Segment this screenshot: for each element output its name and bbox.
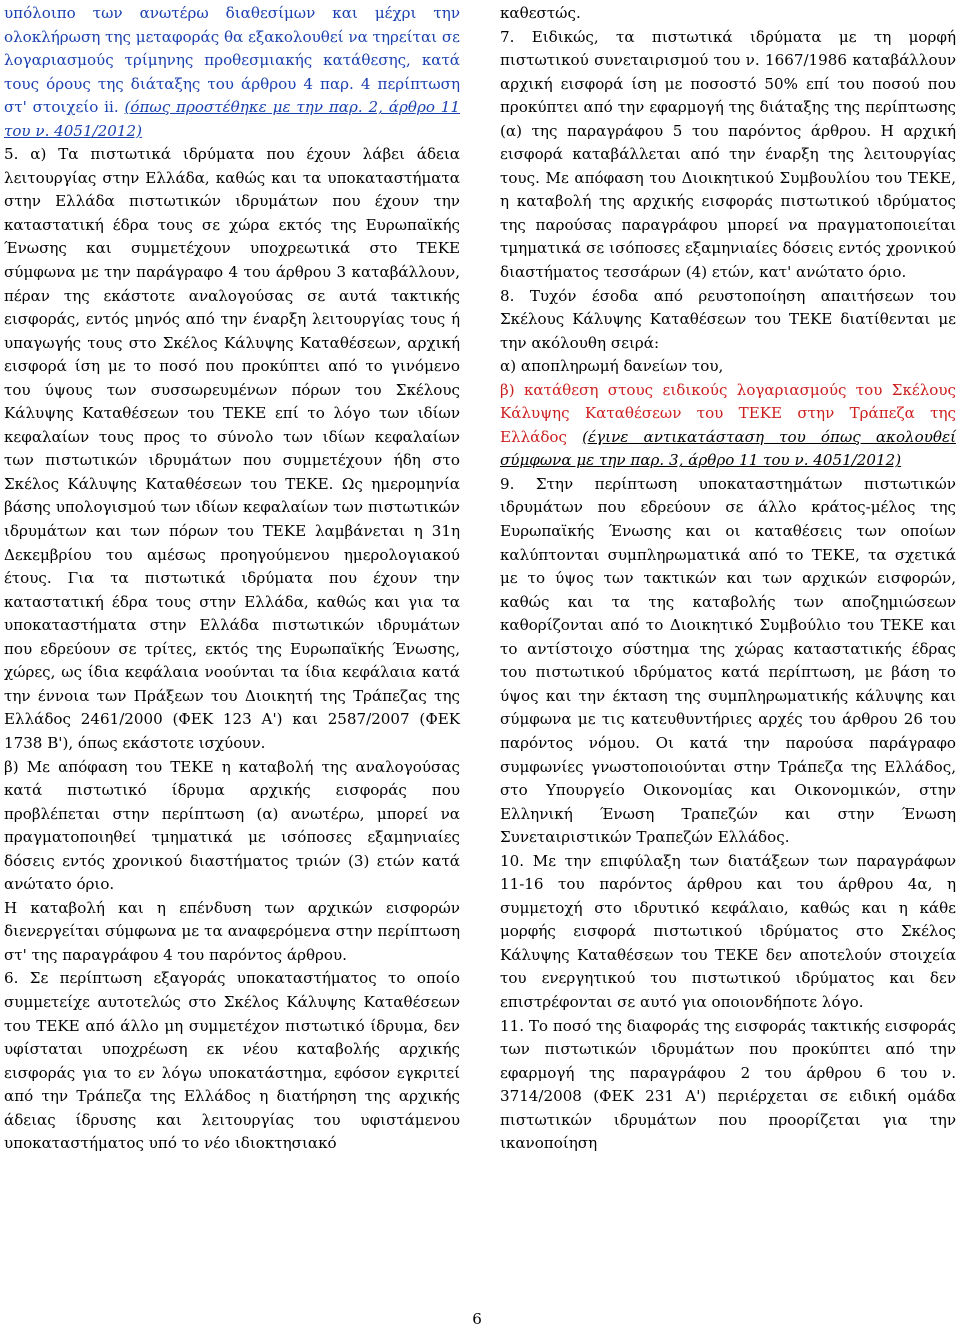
amendment-note: (έγινε αντικατάσταση του όπως ακολουθεί σύμφωνα με την παρ. 3, άρθρο 11 του ν. 4051/2012)	[500, 427, 956, 470]
paragraph-6: 6. Σε περίπτωση εξαγοράς υποκαταστήματος το οποίο συμμετείχε αυτοτελώς στο Σκέλος Κάλυψης Καταθέσεων του ΤΕΚΕ από άλλο μη συμμετέχον πιστωτικό ίδρυμα, δεν υφίσταται υποχρέωση εκ νέου καταβολής αρχικής εισφοράς για το εν λόγω υποκατάστημα, εφόσον εγκριτεί από την Τράπεζα της Ελλάδος η διατήρηση της αρχικής άδειας ίδρυσης και λειτουργίας του υφιστάμενου υποκαταστήματος υπό το νέο ιδιοκτησιακό	[4, 969, 460, 1153]
right-column	[500, 2, 956, 1156]
paragraph-8b	[500, 379, 956, 473]
amended-text: υπόλοιπο των ανωτέρω διαθεσίμων και μέχρι την ολοκλήρωση της μεταφοράς θα εξακολουθεί να τηρείται σε λογαριασμούς τρίμηνης προθεσμιακής κατάθεσης, κατά τους όρους της διάταξης του άρθρου 4 παρ. 4 περίπτωση στ' στοιχείο ii.	[4, 4, 460, 117]
paragraph-5a: 5. α) Τα πιστωτικά ιδρύματα που έχουν λάβει άδεια λειτουργίας στην Ελλάδα, καθώς και τα υποκαταστήματα στην Ελλάδα πιστωτικών ιδρυμάτων που έχουν την καταστατική έδρα τους σε χώρα εκτός της Ευρωπαϊκής Ένωσης και συμμετέχουν υποχρεωτικά στο ΤΕΚΕ σύμφωνα με την παράγραφο 4 του άρθρου 3 καταβάλλουν, πέραν της εκάστοτε αναλογούσας σε αυτά τακτικής εισφοράς, εντός μηνός από την έναρξη λειτουργίας τους ή υπαγωγής τους στο Σκέλος Κάλυψης Καταθέσεων, αρχική εισφορά ίση με το ποσό που προκύπτει από το γινόμενο του ύψους των συσσωρευμένων πόρων του Σκέλους Κάλυψης Καταθέσεων του ΤΕΚΕ επί το λόγο των ιδίων κεφαλαίων τους προς το σύνολο των ιδίων κεφαλαίων των πιστωτικών ιδρυμάτων που συμμετέχουν ήδη στο Σκέλος Κάλυψης Καταθέσεων του ΤΕΚΕ. Ως ημερομηνία βάσης υπολογισμού των ιδίων κεφαλαίων των πιστωτικών ιδρυμάτων και των πόρων του ΤΕΚΕ λαμβάνεται η 31η Δεκεμβρίου του αμέσως προηγούμενου ημερολογιακού έτους. Για τα πιστωτικά ιδρύματα που έχουν την καταστατική έδρα τους στην Ελλάδα, καθώς και για τα υποκαταστήματα στην Ελλάδα πιστωτικών ιδρυμάτων που εδρεύουν σε τρίτες, εκτός της Ευρωπαϊκής Ένωσης, χώρες, ως ίδια κεφάλαια νοούνται τα ίδια κεφάλαια κατά την έννοια των Πράξεων του Διοικητή της Τράπεζας της Ελλάδος 2461/2000 (ΦΕΚ 123 Α') και 2587/2007 (ΦΕΚ 1738 Β'), όπως εκάστοτε ισχύουν.	[4, 145, 460, 752]
page-number: 6	[472, 1310, 482, 1328]
paragraph-5b: β) Με απόφαση του ΤΕΚΕ η καταβολή της αναλογούσας κατά πιστωτικό ίδρυμα αρχικής εισφοράς που προβλέπεται στην περίπτωση (α) ανωτέρω, μπορεί να πραγματοποιηθεί τμηματικά με ισόποσες εξαμηνιαίες δόσεις εντός χρονικού διαστήματος τριών (3) ετών κατά ανώτατο όριο.	[4, 757, 460, 894]
amendment-note: (όπως προστέθηκε με την παρ. 2, άρθρο 11 του ν. 4051/2012)	[4, 98, 460, 140]
paragraph-8a: α) αποπληρωμή δανείων του,	[500, 357, 724, 376]
paragraph-11: 11. Το ποσό της διαφοράς της εισφοράς τακτικής εισφοράς των πιστωτικών ιδρυμάτων που προκύπτει από την εφαρμογή της παραγράφου 2 του άρθρου 6 του ν. 3714/2008 (ΦΕΚ 231 Α') περιέρχεται σε ειδική ομάδα πιστωτικών ιδρυμάτων που προορίζεται για την ικανοποίηση	[500, 1016, 956, 1153]
paragraph-7: 7. Ειδικώς, τα πιστωτικά ιδρύματα με τη μορφή πιστωτικού συνεταιρισμού του ν. 1667/1986 καταβάλλουν αρχική εισφορά ίση με ποσοστό 50% επί του ποσού που προκύπτει από την εφαρμογή της διάταξης της περίπτωσης (α) της παραγράφου 5 του παρόντος άρθρου. Η αρχική εισφορά καταβάλλεται από την έναρξη της λειτουργίας τους. Με απόφαση του Διοικητικού Συμβουλίου του ΤΕΚΕ, η καταβολή της αρχικής εισφοράς πιστωτικού ιδρύματος της παρούσας παραγράφου μπορεί να πραγματοποιείται τμηματικά σε ισόποσες εξαμηνιαίες δόσεις εντός χρονικού διαστήματος τεσσάρων (4) ετών, κατ' ανώτατο όριο.	[500, 27, 956, 282]
left-column	[4, 2, 460, 1156]
amended-text: β) κατάθεση στους ειδικούς λογαριασμούς του Σκέλους Κάλυψης Καταθέσεων του ΤΕΚΕ στην Τράπεζα της Ελλάδος	[500, 380, 956, 446]
paragraph-9: 9. Στην περίπτωση υποκαταστημάτων πιστωτικών ιδρυμάτων που εδρεύουν σε άλλο κράτος-μέλος της Ευρωπαϊκής Ένωσης και οι καταθέσεις των οποίων καλύπτονται συμπληρωματικά από το ΤΕΚΕ, τα σχετικά με το ύψος των τακτικών και των αρχικών εισφορών, καθώς και τα της καταβολής των αποζημιώσεων καθορίζονται από το Διοικητικό Συμβούλιο του ΤΕΚΕ και το αντίστοιχο σύστημα της χώρας καταστατικής έδρας του πιστωτικού ιδρύματος κατά περίπτωση, με βάση το ύψος και την έκταση της συμπληρωματικής κάλυψης και σύμφωνα με τις κατευθυντήριες αρχές του άρθρου 26 του παρόντος νόμου. Οι κατά την παρούσα παράγραφο συμφωνίες γνωστοποιούνται στην Τράπεζα της Ελλάδος, στο Υπουργείο Οικονομίας και Οικονομικών, στην Ελληνική Ένωση Τραπεζών και στην Ένωση Συνεταιριστικών Τραπεζών Ελλάδος.	[500, 474, 956, 847]
paragraph-4-continuation	[4, 2, 460, 143]
paragraph-8: 8. Τυχόν έσοδα από ρευστοποίηση απαιτήσεων του Σκέλους Κάλυψης Καταθέσεων του ΤΕΚΕ διατίθενται με την ακόλουθη σειρά:	[500, 286, 956, 352]
paragraph-6-end: καθεστώς.	[500, 4, 581, 22]
paragraph-5c: Η καταβολή και η επένδυση των αρχικών εισφορών διενεργείται σύμφωνα με τα αναφερόμενα στην περίπτωση στ' της παραγράφου 4 του παρόντος άρθρου.	[4, 898, 460, 964]
paragraph-10: 10. Με την επιφύλαξη των διατάξεων των παραγράφων 11-16 του παρόντος άρθρου και του άρθρου 4α, η συμμετοχή στο ιδρυτικό κεφάλαιο, καθώς και η κάθε μορφής εισφορά πιστωτικού ιδρύματος στο Σκέλος Κάλυψης Καταθέσεων του ΤΕΚΕ δεν αποτελούν στοιχεία του ενεργητικού του πιστωτικού ιδρύματος και δεν επιστρέφονται σε αυτό για οποιονδήποτε λόγο.	[500, 851, 956, 1011]
